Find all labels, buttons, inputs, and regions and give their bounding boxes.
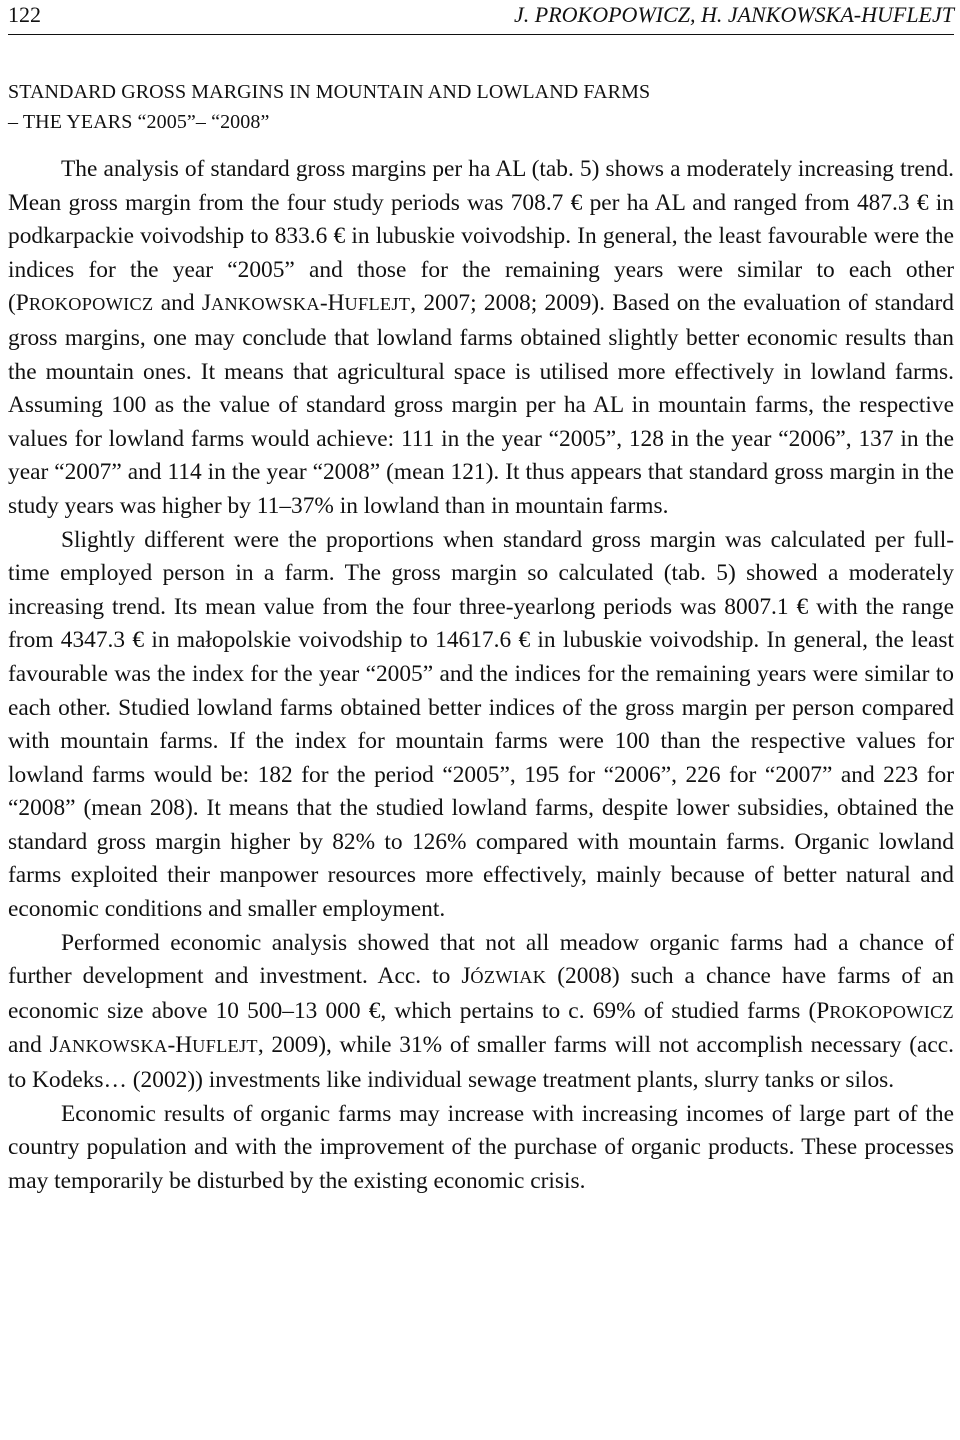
small-caps-author: ROKOPOWICZ <box>829 1001 954 1022</box>
section-heading <box>8 77 954 137</box>
paragraph-1 <box>8 153 954 524</box>
section-heading-line-1: STANDARD GROSS MARGINS IN MOUNTAIN AND LOWLAND FARMS <box>8 81 651 103</box>
text-run: -H <box>319 290 345 317</box>
running-head <box>8 0 954 35</box>
body-text <box>8 153 954 1198</box>
paragraph-4: Economic results of organic farms may increase with increasing incomes of large part of the country population and with the improvement of the purchase of organic products. These processes may temporarily be disturbed by the existing economic crisis. <box>8 1100 954 1194</box>
text-run: and J <box>153 290 211 317</box>
paragraph-2: Slightly different were the proportions when standard gross margin was calculated per full-time employed person in a farm. The gross margin so calculated (tab. 5) showed a moderately increasing trend. Its mean value from the four three-yearlong periods was 8007.1 € with the range from 4347.3 € in małopolskie voivodship to 14617.6 € in lubuskie voivodship. In general, the least favourable was the index for the year “2005” and the indices for the remaining years were similar to each other. Studied lowland farms obtained better indices of the gross margin per person compared with mountain farms. If the index for mountain farms were 100 than the respective values for lowland farms would be: 182 for the period “2005”, 195 for “2006”, 226 for “2007” and 223 for “2008” (mean 208). It means that the studied lowland farms, despite lower subsidies, obtained the standard gross margin higher by 82% to 126% compared with mountain farms. Organic lowland farms exploited their manpower resources more effectively, mainly because of better natural and economic conditions and smaller employment. <box>8 526 954 923</box>
page <box>8 0 954 1198</box>
small-caps-author: ANKOWSKA <box>210 294 320 315</box>
page-number: 122 <box>8 2 41 27</box>
text-run: (2008) such a chance have farms of an economic size above 10 500–13 000 €, which pertains to c. 69% of studied farms (P <box>8 963 954 1024</box>
section-heading-line-2: – THE YEARS “2005”– “2008” <box>8 111 270 133</box>
text-run: , 2009), while 31% of smaller farms will not accomplish necessary (acc. to Kodeks… (2002)) investments like individual sewage treatment plants, slurry tanks or silos. <box>8 1032 954 1094</box>
text-run: -H <box>167 1032 193 1059</box>
text-run: and J <box>8 1032 59 1059</box>
small-caps-author: UFLEJT <box>192 1036 258 1057</box>
text-run: The analysis of standard gross margins per ha AL (tab. 5) shows a moderately increasing trend. Mean gross margin from the four study periods was 708.7 € per ha AL and ranged from 487.3 € in podkarpackie voivodship to 833.6 € in lubuskie voivodship. In general, the least favourable were the indices for the year “2005” and those for the remaining years were similar to each other (P <box>8 156 954 317</box>
paragraph-3 <box>8 927 954 1098</box>
text-run: , 2007; 2008; 2009). Based on the evaluation of standard gross margins, one may conclude that lowland farms obtained slightly better economic results than the mountain ones. It means that agricultural space is utilised more effectively in lowland farms. Assuming 100 as the value of standard gross margin per ha AL in mountain farms, the respective values for lowland farms would achieve: 111 in the year “2005”, 128 in the year “2006”, 137 in the year “2007” and 114 in the year “2008” (mean 121). It thus appears that standard gross margin in the study years was higher by 11–37% in lowland than in mountain farms. <box>8 290 955 519</box>
small-caps-author: UFLEJT <box>344 294 411 315</box>
small-caps-author: ROKOPOWICZ <box>28 294 154 315</box>
small-caps-author: ÓZWIAK <box>470 967 547 988</box>
running-title: J. PROKOPOWICZ, H. JANKOWSKA-HUFLEJT <box>514 2 954 27</box>
small-caps-author: ANKOWSKA <box>58 1036 168 1057</box>
text-run: Performed economic analysis showed that not all meadow organic farms had a chance of further development and investment. Acc. to J <box>8 929 954 990</box>
